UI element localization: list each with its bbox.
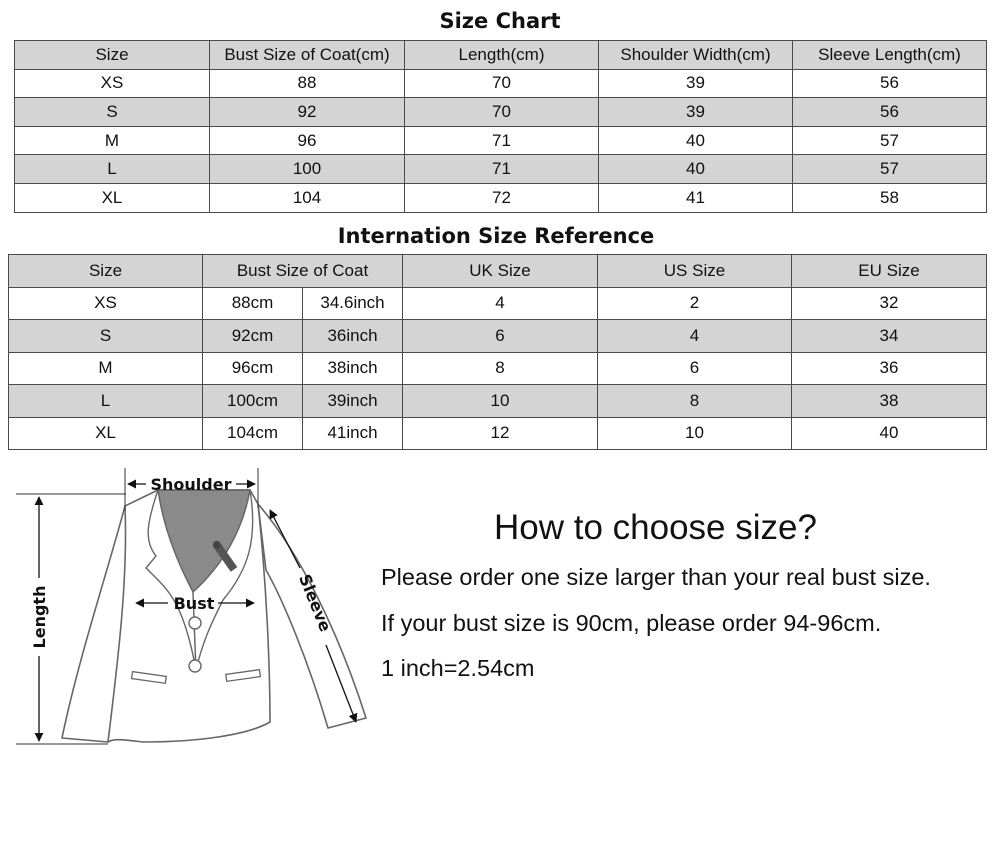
length-label: Length: [30, 585, 49, 649]
sleeve-label: Sleeve: [295, 571, 336, 635]
header-cell: Bust Size of Coat(cm): [210, 41, 405, 70]
header-cell: Size: [15, 41, 210, 70]
table-cell: 4: [598, 320, 792, 353]
button-icon: [189, 660, 201, 672]
header-cell: Length(cm): [405, 41, 599, 70]
header-cell: Sleeve Length(cm): [793, 41, 987, 70]
size-chart-table: [14, 40, 987, 213]
table-cell: 39: [599, 69, 793, 98]
conversion-note: 1 inch=2.54cm: [381, 655, 535, 681]
table-cell: 92: [210, 98, 405, 127]
table-cell: 57: [793, 155, 987, 184]
header-cell: Shoulder Width(cm): [599, 41, 793, 70]
table-cell: 41: [599, 183, 793, 212]
table-cell: 8: [598, 385, 792, 418]
table-cell: 70: [405, 98, 599, 127]
table-cell: 40: [792, 417, 987, 450]
header-cell: Size: [9, 255, 203, 288]
table-row: [15, 183, 987, 212]
table-cell: 32: [792, 287, 987, 320]
table-cell: 10: [403, 385, 598, 418]
table-cell: 56: [793, 98, 987, 127]
intl-size-table: [8, 254, 987, 450]
table-cell: 104cm: [203, 417, 303, 450]
table-header-row: [9, 255, 987, 288]
table-row: [9, 287, 987, 320]
table-row: [15, 126, 987, 155]
table-cell: 88cm: [203, 287, 303, 320]
intl-size-title: Internation Size Reference: [337, 224, 655, 248]
table-row: [9, 352, 987, 385]
table-cell: 72: [405, 183, 599, 212]
table-cell: M: [15, 126, 210, 155]
table-cell: 71: [405, 155, 599, 184]
table-cell: 34: [792, 320, 987, 353]
table-row: [9, 320, 987, 353]
table-cell: 92cm: [203, 320, 303, 353]
header-cell: US Size: [598, 255, 792, 288]
size-chart-title: Size Chart: [439, 9, 561, 33]
table-cell: 100cm: [203, 385, 303, 418]
table-cell: 39inch: [303, 385, 403, 418]
table-row: [15, 98, 987, 127]
table-cell: 58: [793, 183, 987, 212]
table-cell: 41inch: [303, 417, 403, 450]
table-cell: M: [9, 352, 203, 385]
header-cell: EU Size: [792, 255, 987, 288]
table-cell: 36inch: [303, 320, 403, 353]
table-cell: 36: [792, 352, 987, 385]
table-cell: 88: [210, 69, 405, 98]
button-icon: [189, 617, 201, 629]
table-cell: 6: [598, 352, 792, 385]
shoulder-label: Shoulder: [150, 475, 232, 494]
table-cell: XS: [9, 287, 203, 320]
table-cell: 71: [405, 126, 599, 155]
table-row: [15, 155, 987, 184]
how-to-choose-title: How to choose size?: [494, 508, 817, 547]
header-cell: UK Size: [403, 255, 598, 288]
table-cell: 38: [792, 385, 987, 418]
table-cell: 39: [599, 98, 793, 127]
table-cell: L: [15, 155, 210, 184]
table-cell: 104: [210, 183, 405, 212]
table-cell: 2: [598, 287, 792, 320]
table-cell: S: [15, 98, 210, 127]
table-cell: 4: [403, 287, 598, 320]
table-row: [9, 417, 987, 450]
table-cell: 12: [403, 417, 598, 450]
table-cell: 70: [405, 69, 599, 98]
jacket-measurement-diagram: [8, 460, 378, 760]
table-header-row: [15, 41, 987, 70]
instruction-line: Please order one size larger than your real bust size.: [381, 564, 931, 590]
table-cell: 96: [210, 126, 405, 155]
table-cell: 100: [210, 155, 405, 184]
table-cell: 34.6inch: [303, 287, 403, 320]
table-row: [15, 69, 987, 98]
table-cell: 40: [599, 126, 793, 155]
table-cell: XL: [9, 417, 203, 450]
table-cell: 96cm: [203, 352, 303, 385]
table-cell: 57: [793, 126, 987, 155]
table-cell: 40: [599, 155, 793, 184]
header-cell: Bust Size of Coat: [203, 255, 403, 288]
table-cell: S: [9, 320, 203, 353]
table-cell: 6: [403, 320, 598, 353]
table-cell: 38inch: [303, 352, 403, 385]
table-cell: XS: [15, 69, 210, 98]
table-cell: L: [9, 385, 203, 418]
table-cell: XL: [15, 183, 210, 212]
table-cell: 10: [598, 417, 792, 450]
table-row: [9, 385, 987, 418]
bust-label: Bust: [173, 594, 215, 613]
table-cell: 56: [793, 69, 987, 98]
table-cell: 8: [403, 352, 598, 385]
instruction-line: If your bust size is 90cm, please order 94-96cm.: [381, 610, 882, 636]
